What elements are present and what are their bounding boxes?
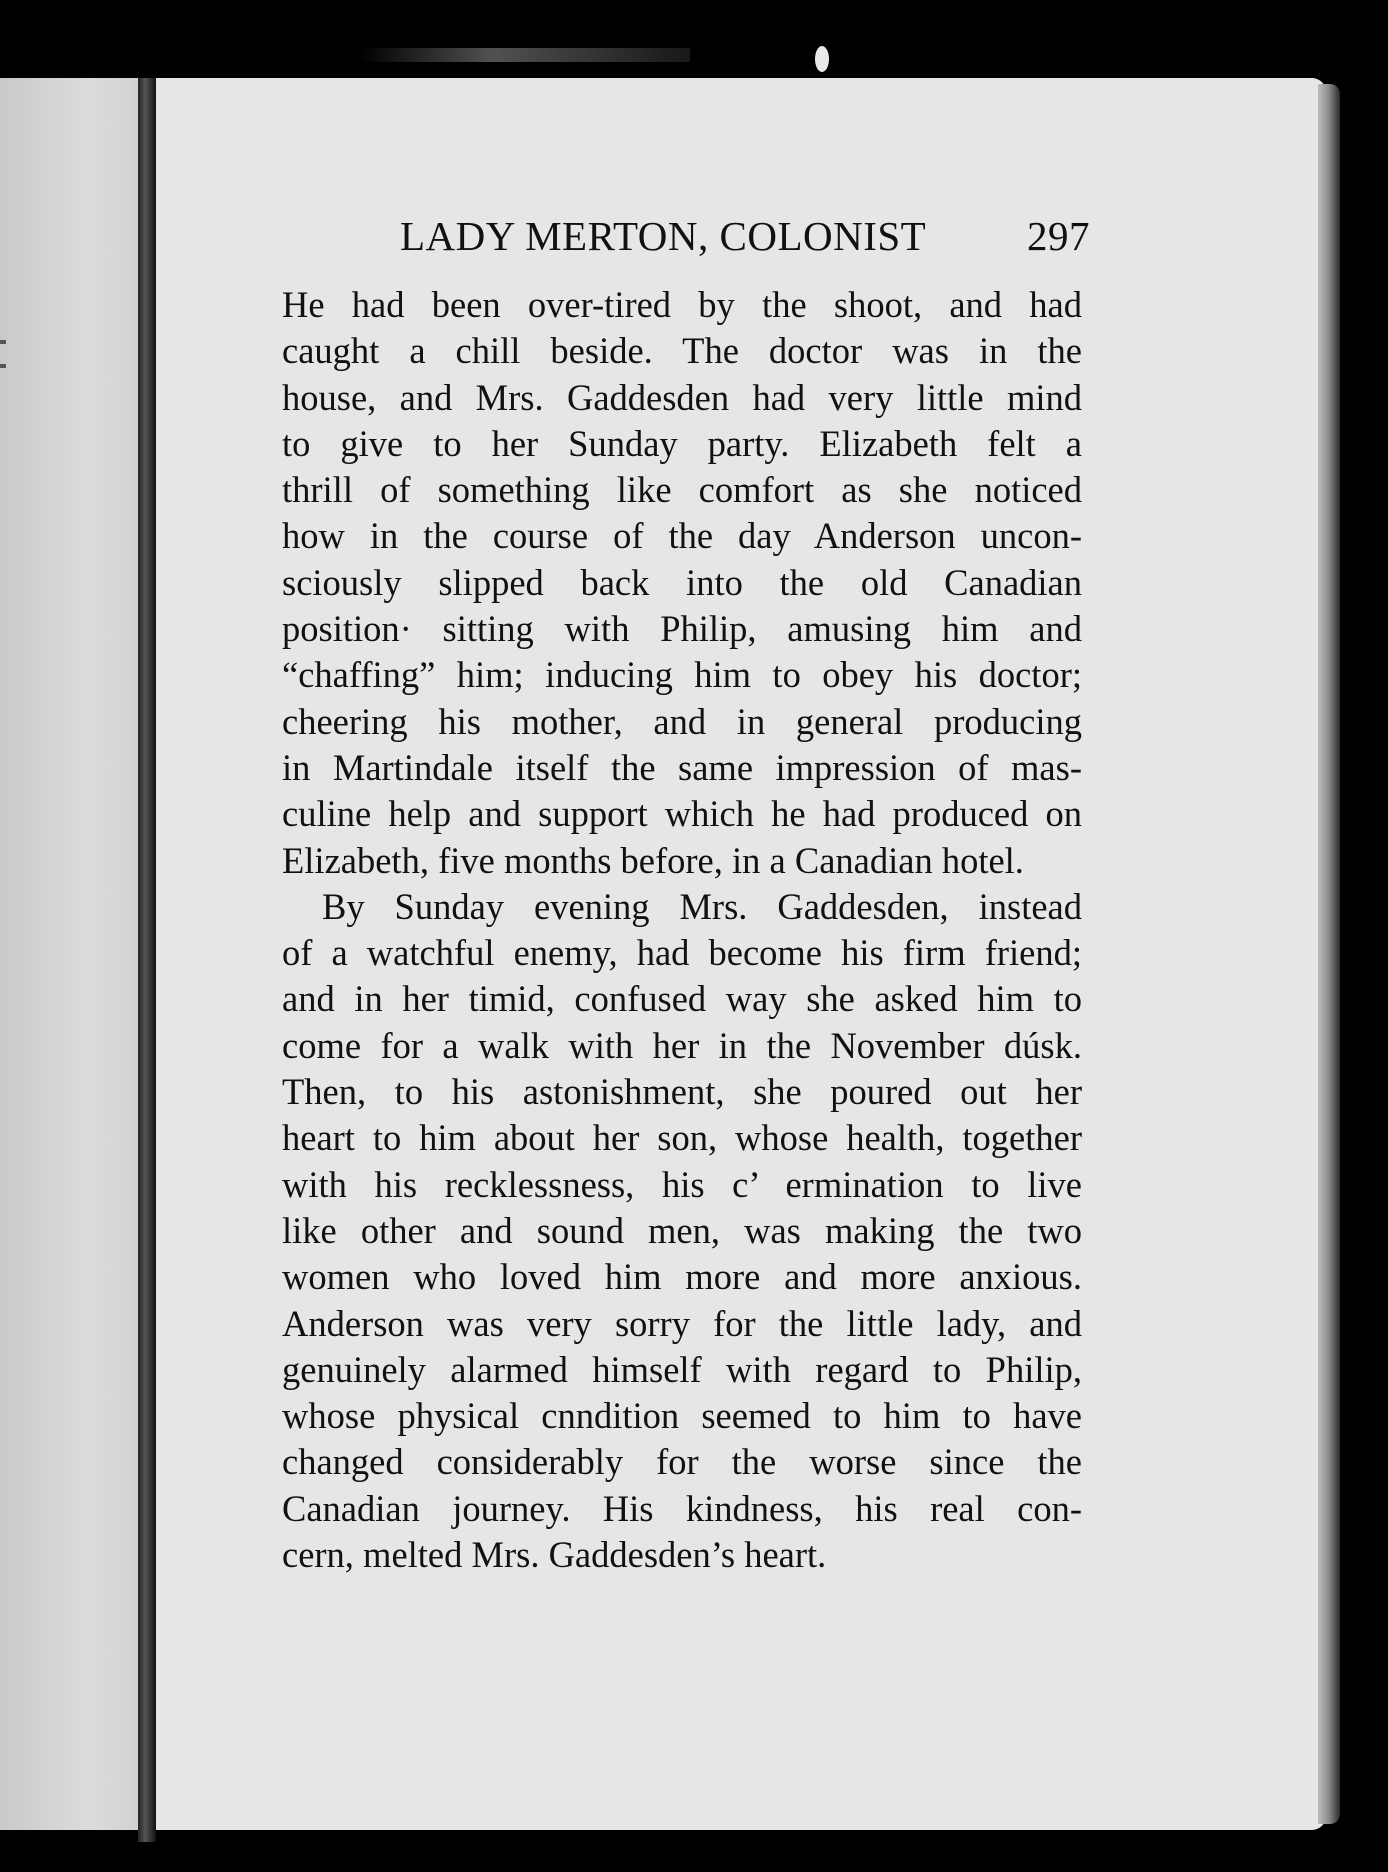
text-line: cheering his mother, and in general producing bbox=[282, 700, 1082, 742]
text-line: come for a walk with her in the November dúsk. bbox=[282, 1024, 1082, 1066]
text-line: heart to him about her son, whose health, together bbox=[282, 1117, 1082, 1159]
text-line: cern, melted Mrs. Gaddesden’s heart. bbox=[282, 1534, 827, 1576]
text-line: like other and sound men, was making the two bbox=[282, 1209, 1082, 1251]
text-line: Canadian journey. His kindness, his real con- bbox=[282, 1487, 1082, 1529]
book-gutter bbox=[138, 78, 156, 1842]
text-line: He had been over-tired by the shoot, and had bbox=[282, 284, 1082, 325]
page-number: 297 bbox=[1027, 213, 1090, 259]
body-text bbox=[282, 282, 1082, 1578]
text-line: Elizabeth, five months before, in a Canadian hotel. bbox=[282, 839, 1024, 881]
text-line: Then, to his astonishment, she poured out her bbox=[282, 1071, 1082, 1113]
text-line: position· sitting with Philip, amusing him and bbox=[282, 608, 1082, 650]
text-line: of a watchful enemy, had become his firm friend; bbox=[282, 932, 1082, 974]
text-line: changed considerably for the worse since the bbox=[282, 1441, 1082, 1483]
scan-smudge bbox=[360, 48, 690, 62]
text-line: whose physical cnndition seemed to him to have bbox=[282, 1395, 1082, 1437]
text-line: with his recklessness, his c’ ermination to live bbox=[282, 1163, 1082, 1205]
text-line: Anderson was very sorry for the little lady, and bbox=[282, 1302, 1082, 1344]
text-line: “chaffing” him; inducing him to obey his doctor; bbox=[282, 654, 1082, 696]
text-line: and in her timid, confused way she asked him to bbox=[282, 978, 1082, 1020]
text-line: to give to her Sunday party. Elizabeth felt a bbox=[282, 422, 1082, 464]
text-line: sciously slipped back into the old Canadian bbox=[282, 561, 1082, 603]
running-head-title: LADY MERTON, COLONIST bbox=[400, 213, 927, 259]
page-edge-shadow bbox=[1318, 84, 1340, 1824]
scan-blot bbox=[815, 46, 829, 72]
left-margin-marks bbox=[0, 340, 12, 400]
text-line: culine help and support which he had produced on bbox=[282, 793, 1082, 835]
text-line: in Martindale itself the same impression of mas- bbox=[282, 746, 1082, 788]
text-line: genuinely alarmed himself with regard to Philip, bbox=[282, 1348, 1082, 1390]
text-line: house, and Mrs. Gaddesden had very little mind bbox=[282, 376, 1082, 418]
text-line: women who loved him more and more anxious. bbox=[282, 1256, 1082, 1298]
text-line: thrill of something like comfort as she noticed bbox=[282, 469, 1082, 511]
text-line: caught a chill beside. The doctor was in the bbox=[282, 330, 1082, 372]
running-head bbox=[400, 212, 1090, 262]
paragraph-start-line: By Sunday evening Mrs. Gaddesden, instead bbox=[322, 885, 1082, 927]
left-page-edge bbox=[0, 78, 150, 1830]
text-line: how in the course of the day Anderson uncon- bbox=[282, 515, 1082, 557]
